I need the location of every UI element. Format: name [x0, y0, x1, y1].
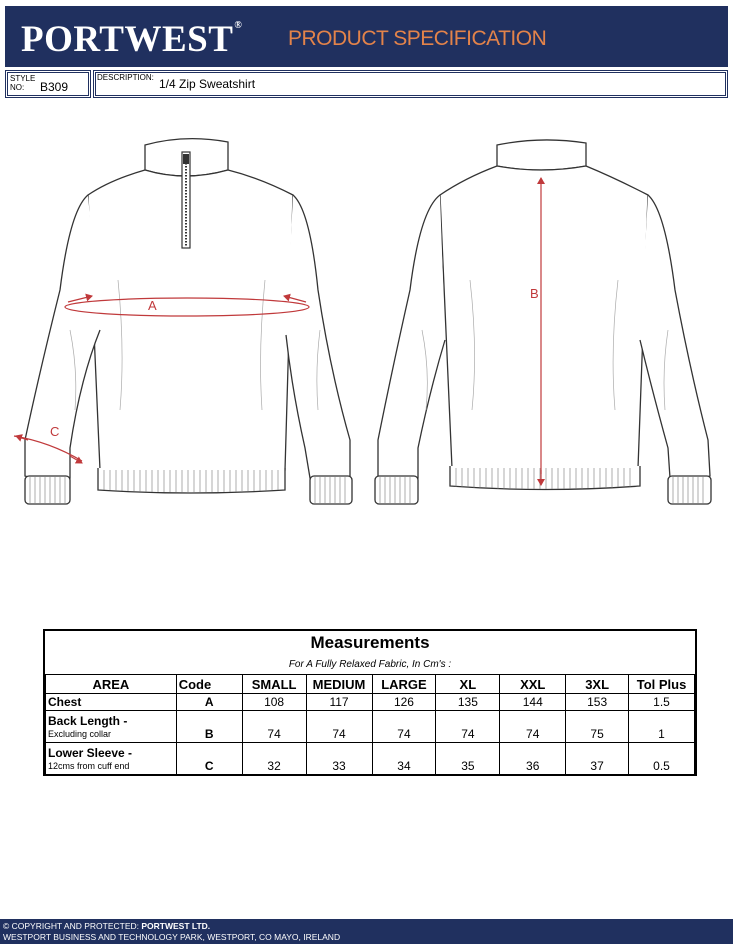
measure-label-a: A: [148, 298, 157, 313]
measurements-subtitle: For A Fully Relaxed Fabric, In Cm's :: [288, 659, 452, 670]
value-cell: 32: [242, 743, 306, 775]
value-cell: 33: [306, 743, 372, 775]
measurements-table: [43, 629, 697, 776]
value-cell: 75: [566, 711, 629, 743]
tolerance-cell: 0.5: [629, 743, 695, 775]
header-banner: [5, 6, 728, 67]
style-no-label: NO:: [10, 83, 25, 92]
area-name: Chest: [48, 695, 82, 709]
info-bar: [5, 70, 728, 98]
header-3xl: 3XL: [566, 675, 629, 694]
header-xl: XL: [436, 675, 500, 694]
area-cell: [46, 711, 177, 743]
value-cell: 153: [566, 694, 629, 711]
copyright-company: PORTWEST LTD.: [141, 921, 211, 931]
brand-logo: [21, 21, 242, 58]
header-small: SMALL: [242, 675, 306, 694]
area-note: 12cms from cuff end: [48, 760, 130, 771]
table-row: [46, 694, 695, 711]
front-zipper: [182, 152, 190, 248]
value-cell: 35: [436, 743, 500, 775]
copyright-prefix: © COPYRIGHT AND PROTECTED:: [3, 921, 142, 931]
description-value: 1/4 Zip Sweatshirt: [159, 77, 256, 91]
table-header-row: [46, 675, 695, 694]
area-cell: [46, 743, 177, 775]
header-tol-plus: Tol Plus: [629, 675, 695, 694]
value-cell: 36: [500, 743, 566, 775]
area-cell: [46, 694, 177, 711]
header-xxl: XXL: [500, 675, 566, 694]
tolerance-cell: 1: [629, 711, 695, 743]
footer-address: WESTPORT BUSINESS AND TECHNOLOGY PARK, WESTPORT, CO MAYO, IRELAND: [3, 932, 341, 942]
measure-label-b: B: [530, 286, 539, 301]
garment-technical-drawing: [0, 130, 733, 520]
back-view: [375, 140, 711, 504]
value-cell: 108: [242, 694, 306, 711]
value-cell: 126: [372, 694, 436, 711]
value-cell: 144: [500, 694, 566, 711]
value-cell: 117: [306, 694, 372, 711]
value-cell: 74: [500, 711, 566, 743]
footer-copyright: [3, 921, 210, 931]
code-cell: C: [176, 743, 242, 775]
area-name: Lower Sleeve -: [48, 745, 133, 760]
description-box: [93, 70, 728, 98]
value-cell: 74: [306, 711, 372, 743]
table-row: [46, 743, 695, 775]
value-cell: 37: [566, 743, 629, 775]
style-number: B309: [40, 80, 69, 94]
measure-label-c: C: [50, 424, 60, 439]
page-title: PRODUCT SPECIFICATION: [288, 27, 547, 50]
header-area: AREA: [46, 675, 177, 694]
code-cell: B: [176, 711, 242, 743]
description-label: DESCRIPTION:: [97, 73, 154, 82]
value-cell: 74: [372, 711, 436, 743]
brand-registered-mark: ®: [234, 20, 243, 31]
tolerance-cell: 1.5: [629, 694, 695, 711]
value-cell: 34: [372, 743, 436, 775]
area-name: Back Length -: [48, 713, 128, 728]
value-cell: 74: [242, 711, 306, 743]
value-cell: 74: [436, 711, 500, 743]
brand-name: PORTWEST: [21, 19, 234, 60]
area-note: Excluding collar: [48, 728, 112, 739]
footer: [0, 919, 733, 944]
code-cell: A: [176, 694, 242, 711]
table-row: [46, 711, 695, 743]
measurements-title: Measurements: [310, 633, 430, 652]
style-number-box: [5, 70, 91, 98]
header-large: LARGE: [372, 675, 436, 694]
header-code: Code: [176, 675, 242, 694]
header-medium: MEDIUM: [306, 675, 372, 694]
value-cell: 135: [436, 694, 500, 711]
style-label: STYLE: [10, 74, 36, 83]
measurements-grid: [45, 674, 695, 775]
